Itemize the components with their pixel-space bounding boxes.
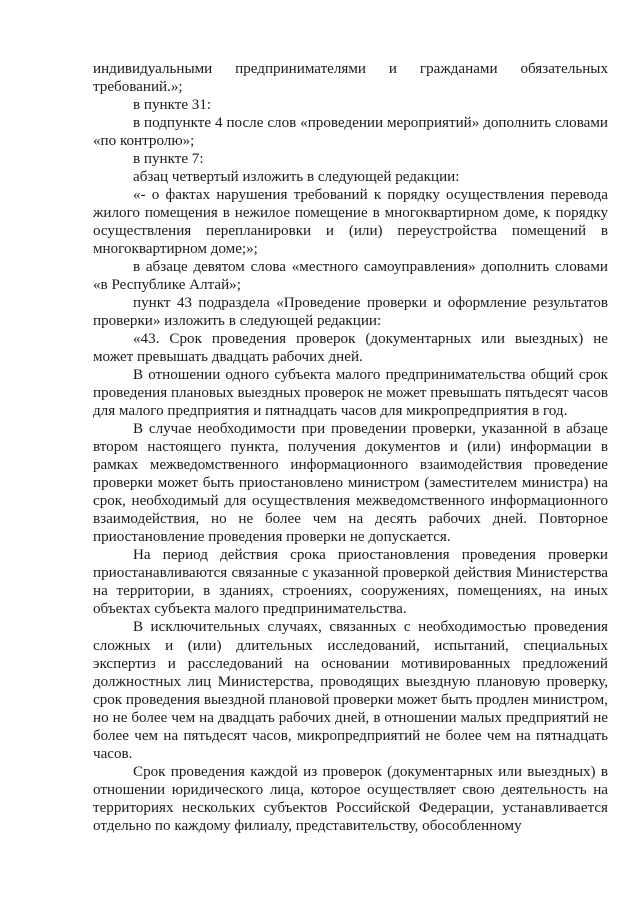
paragraph-point-7: в пункте 7: (133, 151, 204, 168)
paragraph-subpoint-4: в подпункте 4 после слов «проведении мероприятий» дополнить словами «по контролю»; (93, 115, 608, 150)
paragraph-point-31: в пункте 31: (133, 97, 212, 114)
paragraph-violations-quote: «- о фактах нарушения требований к порядку осуществления перевода жилого помещения в нежилое помещение в многоквартирном доме, к порядку осуществления перепланировки и (или) переустройства помещений в многоквартирном доме;»; (93, 187, 608, 258)
document-text-body (93, 60, 608, 835)
paragraph-continuation: индивидуальными предпринимателями и гражданами обязательных требований.»; (93, 61, 608, 96)
paragraph-ninth-abzac: в абзаце девятом слова «местного самоуправления» дополнить словами «в Республике Алтай»; (93, 259, 608, 294)
paragraph-exceptional-cases: В исключительных случаях, связанных с необходимостью проведения сложных и (или) длительных исследований, испытаний, специальных экспертиз и расследований на основании мотивированных предложений должностных лиц Министерства, проводящих выездную плановую проверку, срок проведения выездной плановой проверки может быть продлен министром, но не более чем на двадцать рабочих дней, в отношении малых предприятий не более чем на пятьдесят часов, микропредприятий не более чем на пятнадцать часов. (93, 619, 608, 762)
paragraph-fourth-abzac: абзац четвертый изложить в следующей редакции: (133, 169, 460, 186)
paragraph-multiple-regions: Срок проведения каждой из проверок (документарных или выездных) в отношении юридического лица, которое осуществляет свою деятельность на территориях нескольких субъектов Российской Федерации, устанавливается отдельно по каждому филиалу, представительству, обособленному (93, 763, 608, 834)
paragraph-small-business: В отношении одного субъекта малого предпринимательства общий срок проведения плановых выездных проверок не может превышать пятьдесят часов для малого предприятия и пятнадцать часов для микропредприятия в год. (93, 367, 608, 420)
paragraph-suspension-period: На период действия срока приостановления проведения проверки приостанавливаются связанные с указанной проверкой действия Министерства на территории, в зданиях, строениях, сооружениях, помещениях, на иных объектах субъекта малого предпринимательства. (93, 547, 608, 618)
paragraph-point-43-heading: пункт 43 подраздела «Проведение проверки и оформление результатов проверки» изложить в следующей редакции: (93, 295, 608, 330)
paragraph-suspension: В случае необходимости при проведении проверки, указанной в абзаце втором настоящего пункта, получения документов и (или) информации в рамках межведомственного информационного взаимодействия проведение проверки может быть приостановлено министром (заместителем министра) на срок, необходимый для осуществления межведомственного информационного взаимодействия, но не более чем на десять рабочих дней. Повторное приостановление проведения проверки не допускается. (93, 421, 608, 546)
paragraph-point-43-term: «43. Срок проведения проверок (документарных или выездных) не может превышать двадцать рабочих дней. (93, 331, 608, 366)
